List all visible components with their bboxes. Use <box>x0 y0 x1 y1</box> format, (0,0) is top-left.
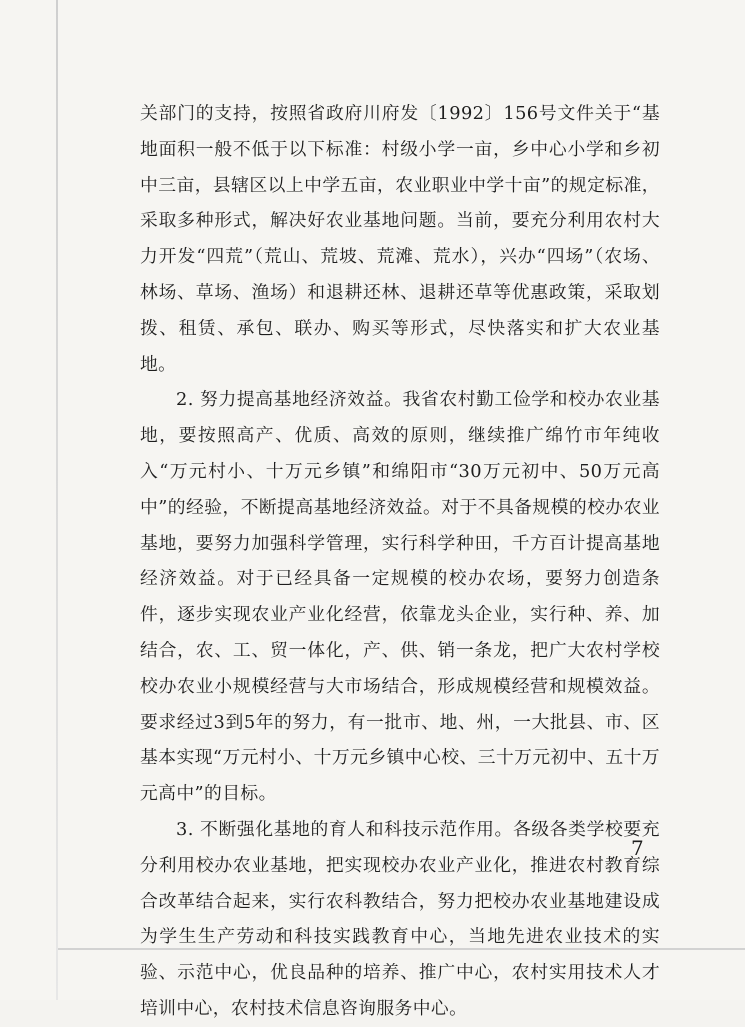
paragraph-continuation: 关部门的支持，按照省政府川府发〔1992〕156号文件关于“基地面积一般不低于以下标准：村级小学一亩，乡中心小学和乡初中三亩，县辖区以上中学五亩，农业职业中学十亩”的规定标准，采取多种形式，解决好农业基地问题。当前，要充分利用农村大力开发“四荒”（荒山、荒坡、荒滩、荒水），兴办“四场”（农场、林场、草场、渔场）和退耕还林、退耕还草等优惠政策，采取划拨、租赁、承包、联办、购买等形式，尽快落实和扩大农业基地。 <box>140 103 660 375</box>
paragraph-item-3: 3. 不断强化基地的育人和科技示范作用。各级各类学校要充分利用校办农业基地，把实现校办农业产业化，推进农村教育综合改革结合起来，实行农科教结合，努力把校办农业基地建设成为学生生产劳动和科技实践教育中心，当地先进农业技术的实验、示范中心，优良品种的培养、推广中心，农村实用技术人才培训中心，农村技术信息咨询服务中心。 <box>140 818 660 1019</box>
page-number: 7 <box>631 836 644 860</box>
scan-edge-left <box>56 0 58 1000</box>
body-text <box>140 96 660 1027</box>
paragraph-item-2: 2. 努力提高基地经济效益。我省农村勤工俭学和校办农业基地，要按照高产、优质、高效的原则，继续推广绵竹市年纯收入“万元村小、十万元乡镇”和绵阳市“30万元初中、50万元高中”的经验，不断提高基地经济效益。对于不具备规模的校办农业基地，要努力加强科学管理，实行科学种田，千方百计提高基地经济效益。对于已经具备一定规模的校办农场，要努力创造条件，逐步实现农业产业化经营，依靠龙头企业，实行种、养、加结合，农、工、贸一体化，产、供、销一条龙，把广大农村学校校办农业小规模经营与大市场结合，形成规模经营和规模效益。要求经过3到5年的努力，有一批市、地、州，一大批县、市、区基本实现“万元村小、十万元乡镇中心校、三十万元初中、五十万元高中”的目标。 <box>140 389 660 805</box>
